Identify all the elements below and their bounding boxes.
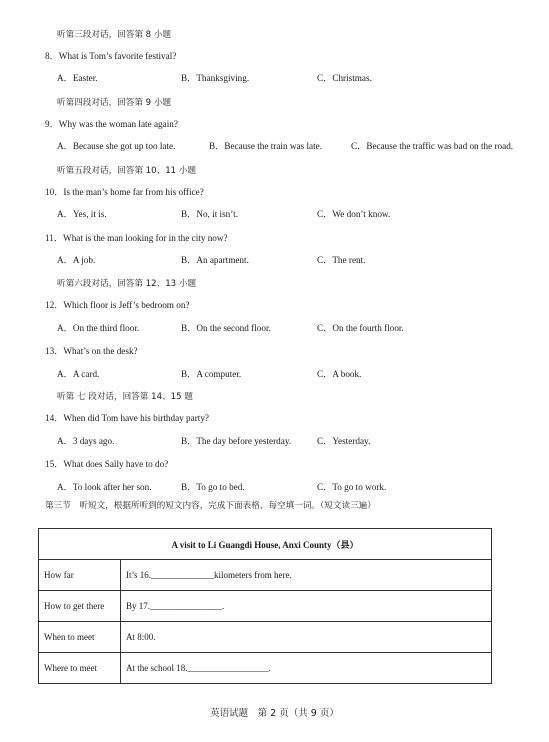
row-value: It’s 16.______________kilometers from here. (121, 560, 492, 591)
question-15: 15．What does Sally have to do? (45, 459, 169, 469)
q12-option-c: C．On the fourth floor. (317, 323, 404, 333)
part3-intro: 第三节 听短文，根据所听到的短文内容，完成下面表格，每空填一词。（短文读三遍） (45, 501, 376, 511)
q13-option-c: C．A book. (317, 369, 362, 379)
row-value: By 17.________________. (121, 591, 492, 622)
question-8: 8．What is Tom’s favorite festival? (45, 51, 177, 61)
section7-intro: 听第 七 段对话，回答第 14、15 题 (57, 392, 193, 402)
info-table (38, 528, 492, 684)
q8-option-c: C．Christmas. (317, 73, 372, 83)
q15-option-a: A．To look after her son. (57, 482, 152, 492)
q8-option-b: B．Thanksgiving. (181, 73, 250, 83)
table-row (39, 622, 492, 653)
table-row (39, 591, 492, 622)
row-label: When to meet (39, 622, 121, 653)
q9-option-c: C．Because the traffic was bad on the road. (351, 141, 514, 151)
row-value: At 8:00. (121, 622, 492, 653)
q9-option-a: A．Because she got up too late. (57, 141, 176, 151)
question-9: 9．Why was the woman late again? (45, 119, 178, 129)
q12-option-a: A．On the third floor. (57, 323, 140, 333)
row-label: How far (39, 560, 121, 591)
q14-option-c: C．Yesterday. (317, 436, 371, 446)
question-13: 13．What’s on the desk? (45, 346, 138, 356)
row-label: Where to meet (39, 653, 121, 684)
table-row (39, 560, 492, 591)
q10-option-c: C．We don’t know. (317, 209, 391, 219)
table-header-row (39, 529, 492, 560)
table-row (39, 653, 492, 684)
q15-option-b: B．To go to bed. (181, 482, 245, 492)
q9-option-b: B．Because the train was late. (209, 141, 323, 151)
question-10: 10．Is the man’s home far from his office? (45, 187, 204, 197)
q12-option-b: B．On the second floor. (181, 323, 271, 333)
question-14: 14．When did Tom have his birthday party? (45, 413, 210, 423)
section5-intro: 听第五段对话，回答第 10、11 小题 (57, 166, 197, 176)
q11-option-a: A．A job. (57, 255, 96, 265)
q8-option-a: A．Easter. (57, 73, 98, 83)
question-12: 12．Which floor is Jeff’s bedroom on? (45, 300, 190, 310)
q13-option-b: B．A computer. (181, 369, 242, 379)
section4-intro: 听第四段对话，回答第 9 小题 (57, 98, 172, 108)
q15-option-c: C．To go to work. (317, 482, 387, 492)
q10-option-b: B．No, it isn’t. (181, 209, 239, 219)
q14-option-a: A．3 days ago. (57, 436, 115, 446)
row-label: How to get there (39, 591, 121, 622)
q11-option-b: B．An apartment. (181, 255, 249, 265)
section6-intro: 听第六段对话，回答第 12、13 小题 (57, 279, 197, 289)
section3-intro: 听第三段对话，回答第 8 小题 (57, 30, 172, 40)
q10-option-a: A．Yes, it is. (57, 209, 107, 219)
table-title: A visit to Li Guangdi House, Anxi County（县） (39, 529, 492, 560)
row-value: At the school 18.__________________. (121, 653, 492, 684)
q13-option-a: A．A card. (57, 369, 100, 379)
question-11: 11．What is the man looking for in the city now? (45, 233, 228, 243)
q14-option-b: B．The day before yesterday. (181, 436, 292, 446)
page-footer: 英语试题 第 2 页（共 9 页） (210, 708, 339, 719)
q11-option-c: C．The rent. (317, 255, 366, 265)
